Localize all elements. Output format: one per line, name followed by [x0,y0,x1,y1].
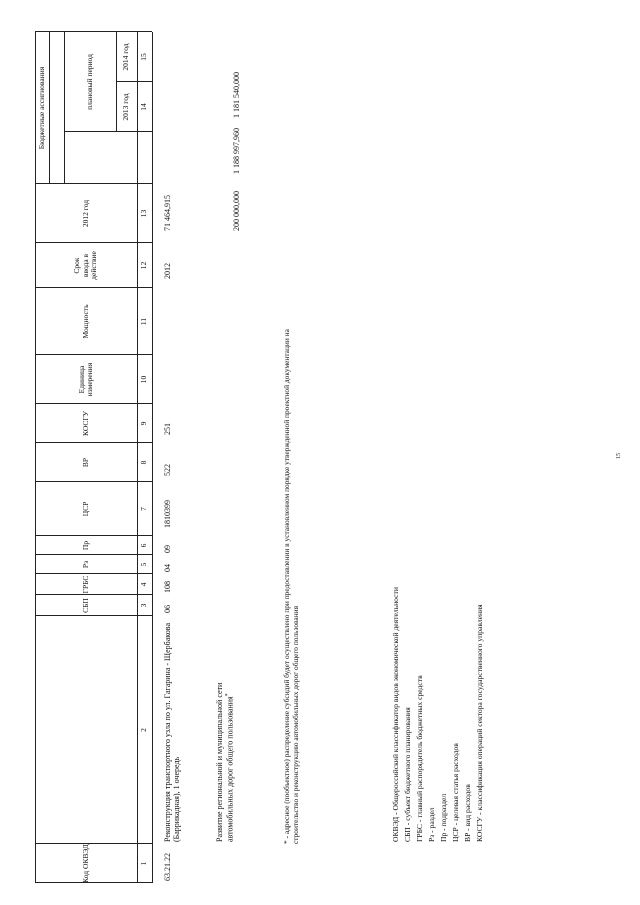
row-2012: 71 464,915 [163,195,172,231]
col-number: 11 [139,317,149,326]
program-2012: 200 000,000 [232,191,241,231]
header-2013: 2013 год [121,93,131,121]
header-plan-period: плановый период [84,54,94,110]
row-term: 2012 [163,263,172,279]
header-grbs: ГРБС [80,575,90,594]
program-2013: 1 188 997,960 [232,128,241,174]
header-unit: Единица измерения [76,362,94,397]
col-number: 15 [139,53,149,61]
header-sbp: СБП [80,598,90,613]
page-number: 15 [616,453,622,459]
legend-item: ЦСР - целевая статья расходов [451,743,460,842]
header-kosgu: КОСГУ [80,411,90,436]
footnote: * - адресное (пообъектное) распределение субсидий будет осуществлено при предоставлении в установленном порядке утвержденной проектной документации на строительство и реконструкцию автомобильных дорог общего пользования [282,329,300,844]
header-term: Срок ввода в действие [72,251,99,280]
row-csr: 1810399 [163,500,172,528]
row-sbp: 06 [163,605,172,613]
row-rz: 04 [163,564,172,572]
col-number: 6 [139,543,149,548]
col-number: 7 [139,507,149,511]
col-number: 14 [139,103,149,111]
row-kosgu: 251 [163,423,172,435]
col-number: 3 [139,603,149,608]
col-number: 2 [139,728,149,732]
header-pr: Пр [80,540,90,551]
col-number: 1 [139,861,149,866]
header-2012: 2012 год [80,199,90,228]
header-vr: ВР [80,457,90,468]
header-budget-2012-blank [49,132,137,184]
legend-item: ОКВЭД - Общероссийский классификатор видов экономической деятельности [391,587,400,842]
row-grbs: 108 [163,581,172,593]
row-okved: 63.21.22 [163,853,172,881]
legend-item: Пр - подраздел [439,793,448,842]
row-pr: 09 [163,545,172,553]
legend-item: ВР - вид расходов [463,784,472,842]
col-number: 13 [139,209,149,218]
legend-item: ГРБС - главный распорядитель бюджетных средств [415,675,424,842]
header-csr: ЦСР [80,501,90,517]
row-object-name: Реконструкция транспортного узла по ул. Гагарина - Щербакова (Баррикадная), 1 очередь [163,623,181,842]
col-number: 4 [139,582,149,587]
header-power: Мощность [80,304,90,339]
program-2014: 1 181 540,000 [232,72,241,118]
program-name: Развитие региональной и муниципальной сети автомобильных дорог общего пользования* [215,682,235,842]
col-number: 9 [139,421,149,426]
header-okved: Код ОКВЭД [80,844,90,883]
col-number: 12 [139,261,149,270]
table-border-bottom [152,32,153,883]
col-number: 10 [139,375,149,384]
header-name [35,616,137,844]
legend-item: КОСГУ - классификация операций сектора государственного управления [475,604,484,842]
col-number: 8 [139,460,149,465]
header-rz: Рз [80,560,90,569]
header-2014: 2014 год [121,43,131,71]
col-number: 5 [139,562,149,567]
row-vr: 522 [163,464,172,476]
legend-item: Рз - раздел [427,807,436,842]
legend-list [390,587,486,842]
legend-item: СБП - субъект бюджетного планирования [403,707,412,842]
header-budget: Бюджетные ассигнования [36,66,46,150]
